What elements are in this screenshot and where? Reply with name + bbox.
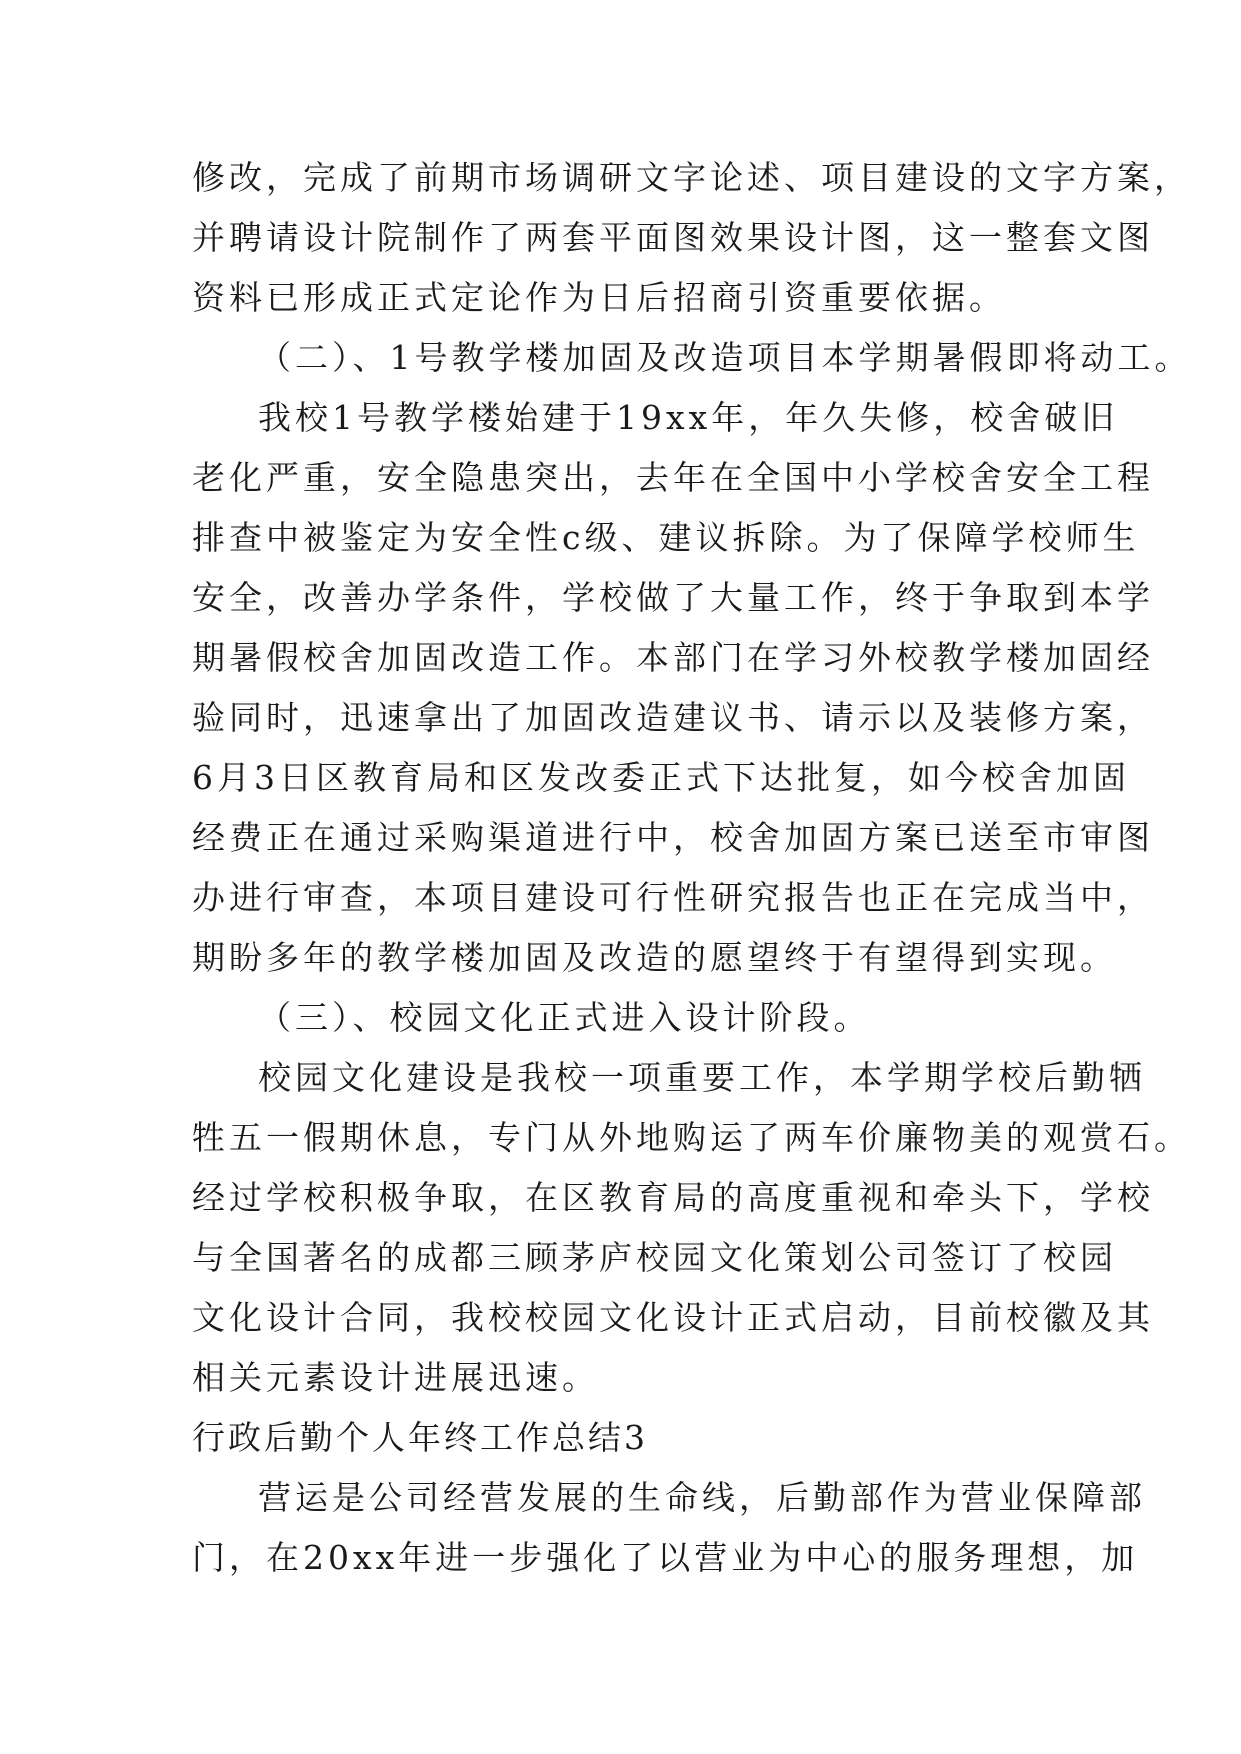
text-line: 6月3日区教育局和区发改委正式下达批复，如今校舍加固 xyxy=(192,758,1130,797)
section-heading-2: （二）、1号教学楼加固及改造项目本学期暑假即将动工。 xyxy=(258,338,1192,377)
text-line: 期暑假校舍加固改造工作。本部门在学习外校教学楼加固经 xyxy=(192,638,1154,677)
text-line: 经过学校积极争取，在区教育局的高度重视和牵头下，学校 xyxy=(192,1178,1154,1217)
text-line: 文化设计合同，我校校园文化设计正式启动，目前校徽及其 xyxy=(192,1298,1154,1337)
text-line: 我校1号教学楼始建于19xx年，年久失修，校舍破旧 xyxy=(258,398,1119,437)
text-line: 经费正在通过采购渠道进行中，校舍加固方案已送至市审图 xyxy=(192,818,1154,857)
text-line: 修改，完成了前期市场调研文字论述、项目建设的文字方案， xyxy=(192,158,1191,197)
text-line: 验同时，迅速拿出了加固改造建议书、请示以及装修方案， xyxy=(192,698,1154,737)
text-line: 老化严重，安全隐患突出，去年在全国中小学校舍安全工程 xyxy=(192,458,1154,497)
text-line: 门，在20xx年进一步强化了以营业为中心的服务理想，加 xyxy=(192,1538,1139,1577)
document-body xyxy=(192,148,1192,1588)
text-line: 安全，改善办学条件，学校做了大量工作，终于争取到本学 xyxy=(192,578,1154,617)
text-line: 办进行审查，本项目建设可行性研究报告也正在完成当中， xyxy=(192,878,1154,917)
text-line: 营运是公司经营发展的生命线，后勤部作为营业保障部 xyxy=(258,1478,1146,1517)
document-section-title: 行政后勤个人年终工作总结3 xyxy=(192,1418,648,1457)
text-line: 相关元素设计进展迅速。 xyxy=(192,1358,599,1397)
text-line: 资料已形成正式定论作为日后招商引资重要依据。 xyxy=(192,278,1006,317)
text-line: 并聘请设计院制作了两套平面图效果设计图，这一整套文图 xyxy=(192,218,1154,257)
text-line: 排查中被鉴定为安全性c级、建议拆除。为了保障学校师生 xyxy=(192,518,1140,557)
text-line: 与全国著名的成都三顾茅庐校园文化策划公司签订了校园 xyxy=(192,1238,1117,1277)
text-line: 校园文化建设是我校一项重要工作，本学期学校后勤牺 xyxy=(258,1058,1146,1097)
text-line: 牲五一假期休息，专门从外地购运了两车价廉物美的观赏石。 xyxy=(192,1118,1191,1157)
text-line: 期盼多年的教学楼加固及改造的愿望终于有望得到实现。 xyxy=(192,938,1117,977)
section-heading-3: （三）、校园文化正式进入设计阶段。 xyxy=(258,998,871,1037)
